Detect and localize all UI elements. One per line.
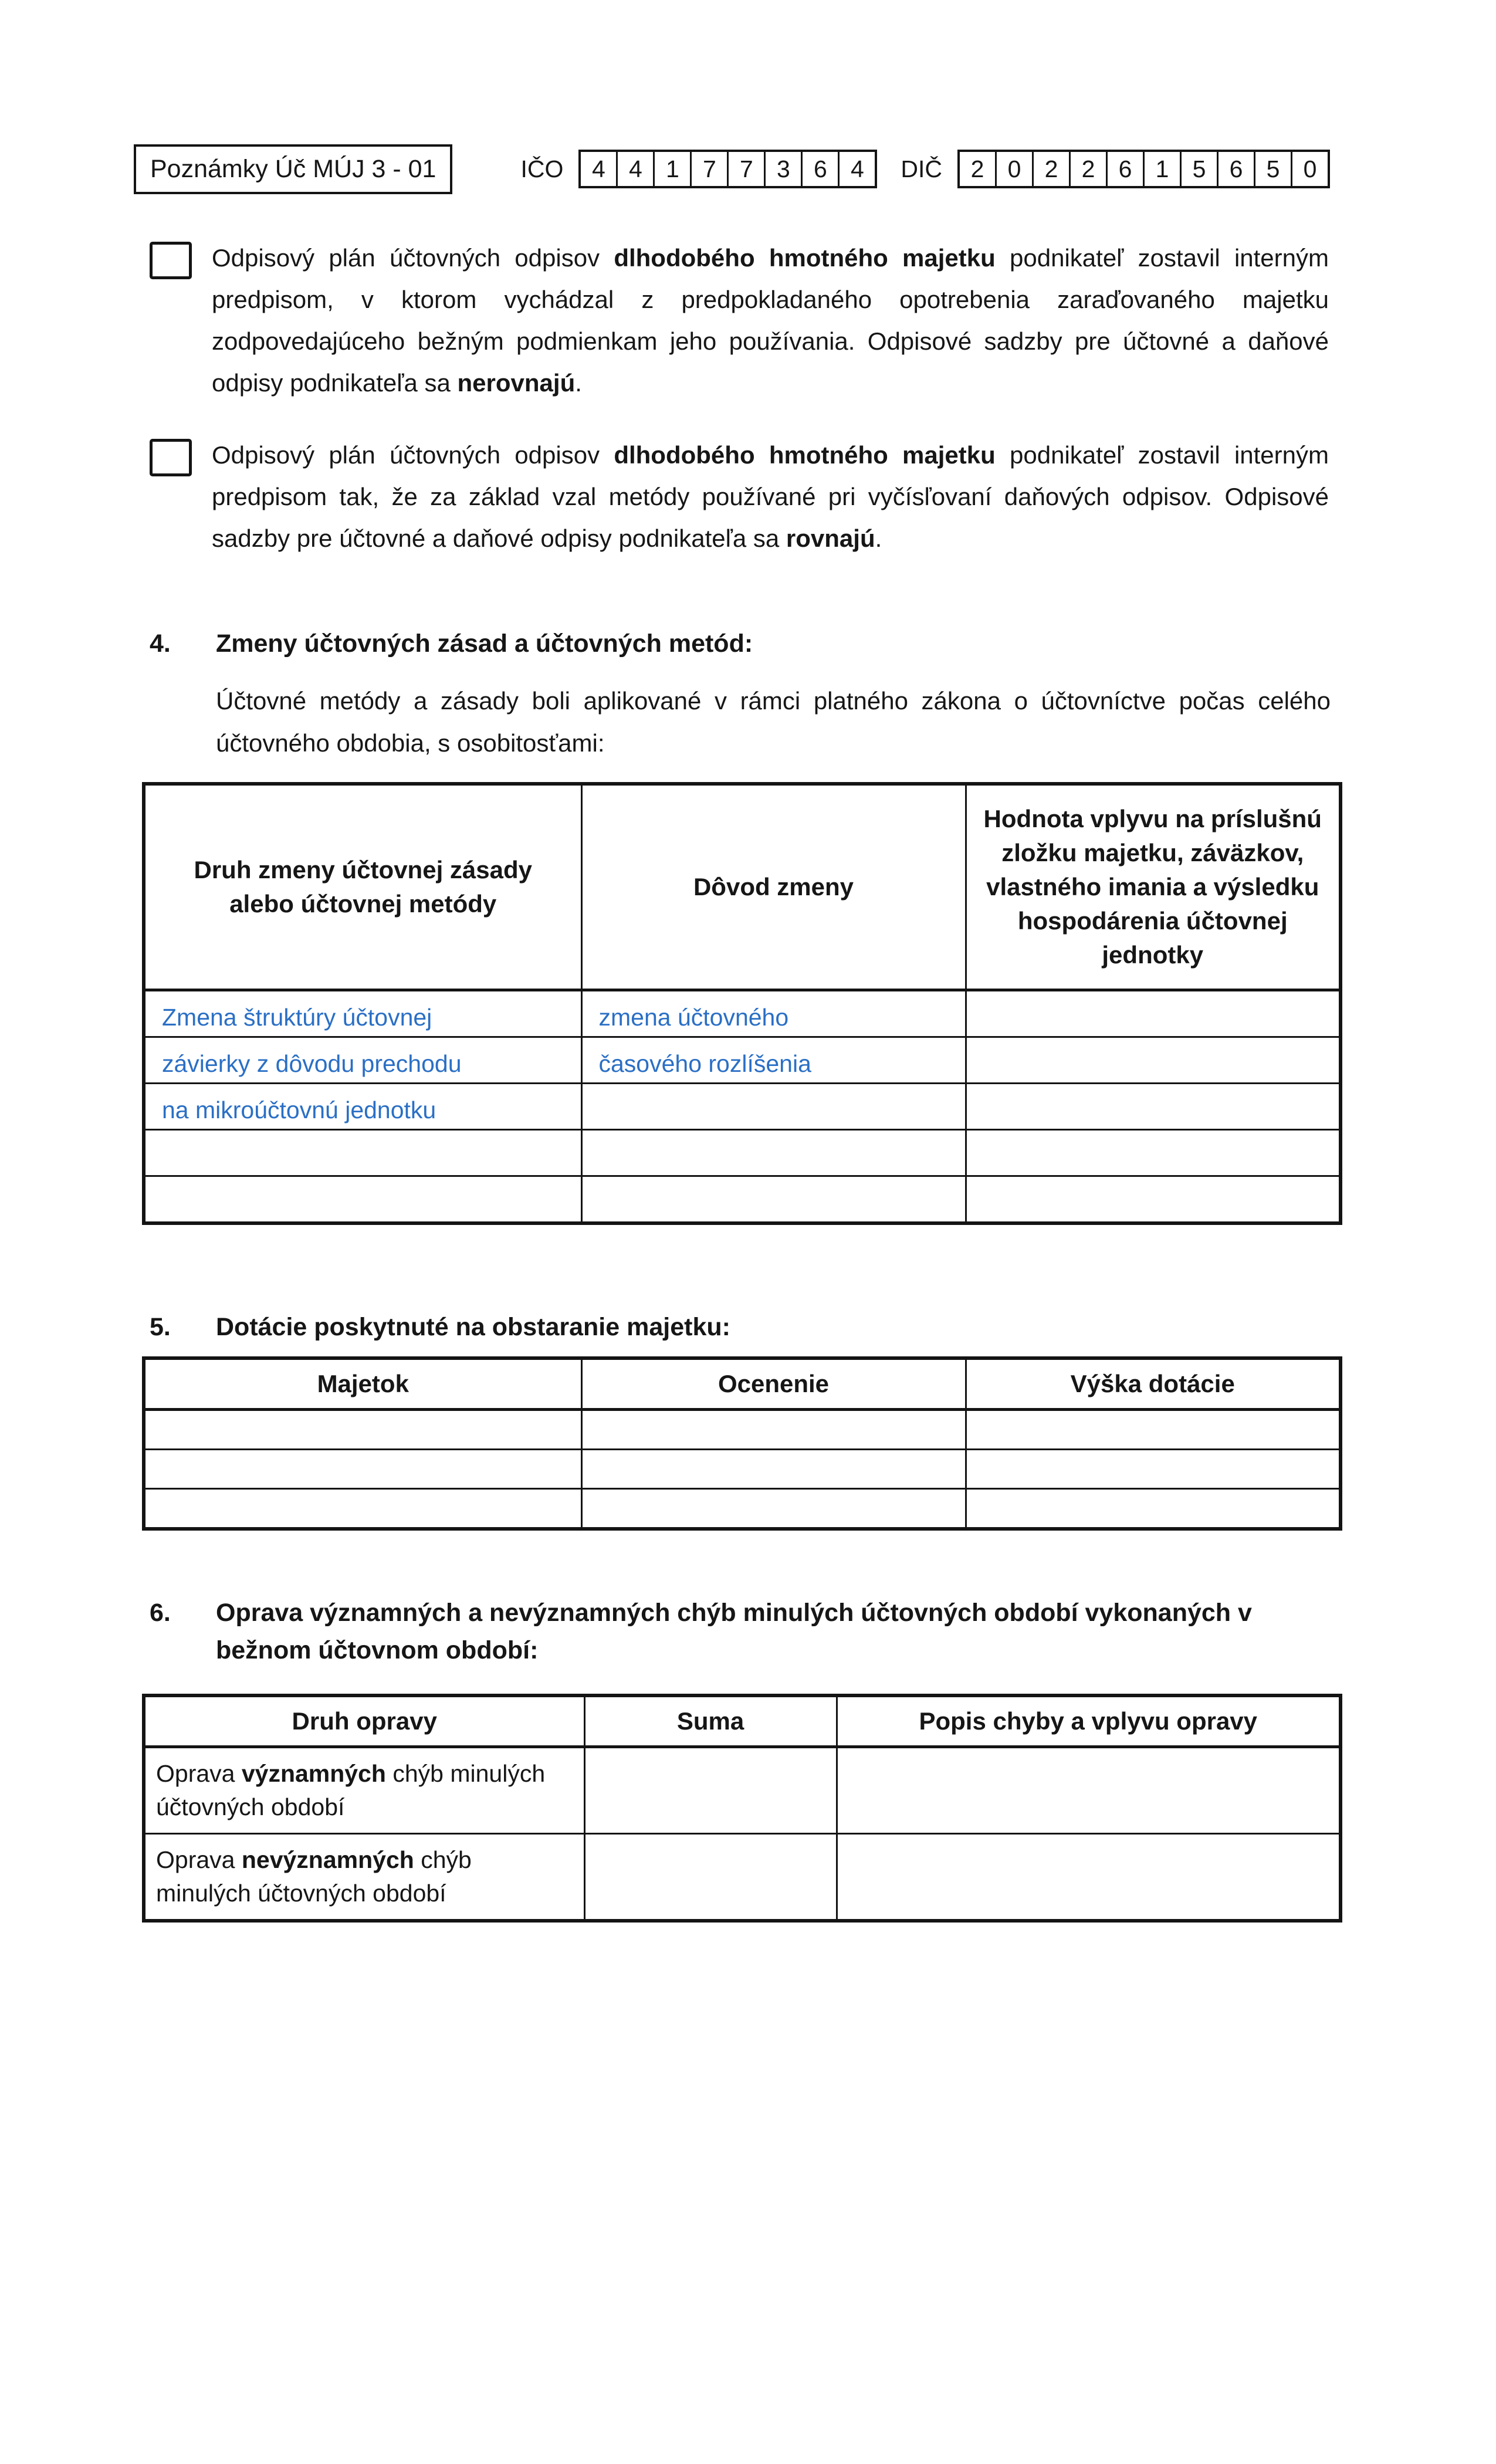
cell-change-type: Zmena štruktúry účtovnej (144, 990, 581, 1037)
table-header-row (144, 784, 1341, 990)
cell-valuation (581, 1489, 966, 1529)
section-4-intro: Účtovné metódy a zásady boli aplikované v rámci platného zákona o účtovníctve počas celého účtovného obdobia, s osobitosťami: (216, 687, 1331, 757)
ico-group (520, 150, 877, 188)
ico-label: IČO (520, 155, 564, 182)
text-run-bold: dlhodobého hmotného majetku (614, 244, 996, 272)
table-row (144, 1747, 1341, 1834)
cell-sum (584, 1834, 837, 1921)
dic-digit-cell: 5 (1180, 152, 1217, 186)
cell-error-description (837, 1834, 1341, 1921)
dic-group (901, 150, 1330, 188)
text-run: chýb minulých účtovných období (156, 1846, 472, 1907)
table-row (144, 1037, 1341, 1084)
text-run-bold: rovnajú (786, 524, 875, 552)
text-run: Oprava (156, 1760, 242, 1787)
text-run-bold: nerovnajú (457, 369, 576, 397)
text-run-bold: dlhodobého hmotného majetku (614, 441, 996, 469)
column-header: Popis chyby a vplyvu opravy (837, 1695, 1341, 1747)
cell-change-value (966, 1037, 1341, 1084)
column-header: Druh zmeny účtovnej zásady alebo účtovnej metódy (144, 784, 581, 990)
table-row (144, 1450, 1341, 1489)
cell-sum (584, 1747, 837, 1834)
accounting-changes-table (142, 782, 1342, 1225)
cell-change-value (966, 990, 1341, 1037)
dic-digit-cell: 2 (970, 155, 984, 182)
column-header: Výška dotácie (966, 1358, 1341, 1410)
cell-asset (144, 1450, 581, 1489)
section-6-heading (150, 1594, 1329, 1669)
section-title: Zmeny účtovných zásad a účtovných metód: (216, 629, 753, 658)
table-row (144, 1489, 1341, 1529)
cell-change-type: na mikroúčtovnú jednotku (144, 1084, 581, 1130)
ico-digit-cell: 7 (727, 152, 764, 186)
dic-digit-cell: 0 (1291, 152, 1328, 186)
section-5-heading (150, 1308, 1329, 1346)
cell-change-value (966, 1130, 1341, 1176)
section-4-heading (150, 625, 1329, 662)
dic-digit-cell: 6 (1106, 152, 1143, 186)
dic-digit-cell: 1 (1143, 152, 1180, 186)
depreciation-option-2-checkbox[interactable] (150, 439, 192, 476)
ico-digit-cell: 6 (801, 152, 838, 186)
table-row (144, 1834, 1341, 1921)
depreciation-option-2 (150, 434, 1329, 559)
table-row (144, 1130, 1341, 1176)
text-run: Odpisový plán účtovných odpisov (212, 441, 614, 469)
cell-subsidy-amount (966, 1450, 1341, 1489)
cell-change-type (144, 1176, 581, 1224)
ico-digit-cell: 4 (591, 155, 605, 182)
table-row (144, 1410, 1341, 1450)
text-run-bold: nevýznamných (241, 1846, 414, 1873)
depreciation-option-1-text (212, 237, 1329, 404)
text-run: Oprava (156, 1846, 242, 1873)
dic-label: DIČ (901, 155, 942, 182)
text-run: podnikateľ zostavil interným predpisom, v ktorom vychádzal z predpokladaného opotrebenia zaraďovaného majetku zodpovedajúceho bežným podmienkam jeho používania. Odpisové sadzby pre účtovné a daňové odpisy podnikateľa sa (212, 244, 1329, 397)
text-run: . (875, 524, 882, 552)
text-run: chýb minulých účtovných období (156, 1760, 546, 1820)
cell-change-reason (581, 1084, 966, 1130)
form-title: Poznámky Úč MÚJ 3 - 01 (134, 144, 452, 194)
table-row (144, 990, 1341, 1037)
cell-subsidy-amount (966, 1489, 1341, 1529)
cell-asset (144, 1489, 581, 1529)
ico-field (578, 150, 877, 188)
dic-digit-cell: 5 (1254, 152, 1291, 186)
dic-digit-cell: 6 (1217, 152, 1254, 186)
cell-change-value (966, 1084, 1341, 1130)
column-header: Majetok (144, 1358, 581, 1410)
ico-digit-cell: 4 (616, 152, 653, 186)
ico-digit-cell: 4 (838, 152, 875, 186)
table-header-row (144, 1358, 1341, 1410)
column-header: Ocenenie (581, 1358, 966, 1410)
depreciation-option-1-checkbox[interactable] (150, 242, 192, 279)
cell-change-type: závierky z dôvodu prechodu (144, 1037, 581, 1084)
ico-digit-cell: 7 (690, 152, 727, 186)
table-row (144, 1176, 1341, 1224)
error-corrections-table (142, 1694, 1342, 1923)
section-title: Dotácie poskytnuté na obstaranie majetku: (216, 1313, 730, 1341)
dic-digit-cell: 0 (995, 152, 1032, 186)
form-header (134, 141, 1496, 197)
cell-change-value (966, 1176, 1341, 1224)
section-number: 4. (150, 629, 171, 658)
subsidies-table (142, 1356, 1342, 1531)
depreciation-option-1 (150, 237, 1329, 404)
cell-change-reason: časového rozlíšenia (581, 1037, 966, 1084)
ico-digit-cell: 3 (764, 152, 801, 186)
section-title: Oprava významných a nevýznamných chýb minulých účtovných období vykonaných v bežnom účtovnom období: (216, 1599, 1252, 1664)
text-run-bold: významných (241, 1760, 386, 1787)
column-header: Hodnota vplyvu na príslušnú zložku majetku, záväzkov, vlastného imania a výsledku hospodárenia účtovnej jednotky (966, 784, 1341, 990)
section-number: 6. (150, 1599, 171, 1627)
cell-error-description (837, 1747, 1341, 1834)
section-number: 5. (150, 1313, 171, 1341)
text-run: Odpisový plán účtovných odpisov (212, 244, 614, 272)
ico-digit-cell: 1 (653, 152, 690, 186)
cell-correction-type (144, 1747, 584, 1834)
cell-correction-type (144, 1834, 584, 1921)
cell-change-reason (581, 1130, 966, 1176)
column-header: Druh opravy (144, 1695, 584, 1747)
cell-valuation (581, 1450, 966, 1489)
column-header: Dôvod zmeny (581, 784, 966, 990)
table-header-row (144, 1695, 1341, 1747)
column-header: Suma (584, 1695, 837, 1747)
cell-valuation (581, 1410, 966, 1450)
cell-subsidy-amount (966, 1410, 1341, 1450)
dic-digit-cell: 2 (1069, 152, 1106, 186)
cell-change-type (144, 1130, 581, 1176)
depreciation-option-2-text (212, 434, 1329, 559)
cell-change-reason (581, 1176, 966, 1224)
cell-asset (144, 1410, 581, 1450)
text-run: . (575, 369, 582, 397)
dic-digit-cell: 2 (1032, 152, 1069, 186)
text-run: podnikateľ zostavil interným predpisom tak, že za základ vzal metódy používané pri vyčísľovaní daňových odpisov. Odpisové sadzby pre účtovné a daňové odpisy podnikateľa sa (212, 441, 1329, 552)
table-row (144, 1084, 1341, 1130)
cell-change-reason: zmena účtovného (581, 990, 966, 1037)
dic-field (957, 150, 1330, 188)
